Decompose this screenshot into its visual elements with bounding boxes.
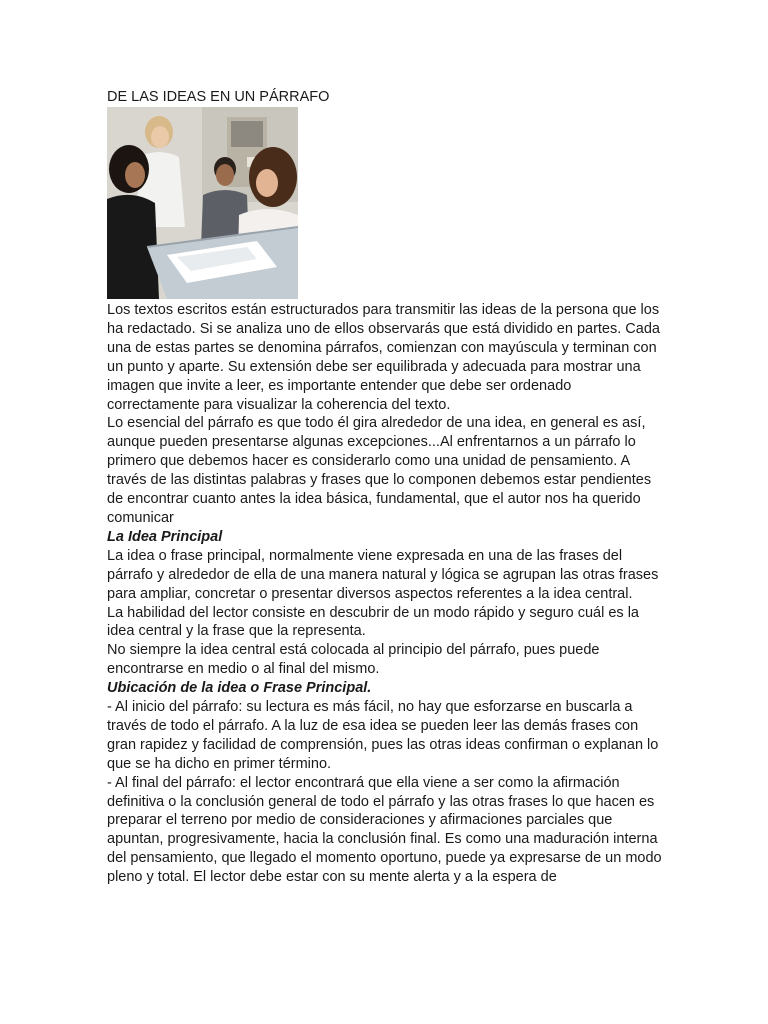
document-body (107, 301, 667, 887)
paragraph: La habilidad del lector consiste en descubrir de un modo rápido y seguro cuál es la idea central y la frase que la representa. (107, 604, 639, 640)
page-title: DE LAS IDEAS EN UN PÁRRAFO (107, 89, 330, 105)
paragraph: - Al inicio del párrafo: su lectura es más fácil, no hay que esforzarse en buscarla a través de todo el párrafo. A la luz de esa idea se pueden leer las demás frases con gran rapidez y facilidad de comprensión, pues las otras ideas confirman o explanan lo que se ha dicho en primer término. (107, 699, 659, 772)
paragraph: Lo esencial del párrafo es que todo él gira alrededor de una idea, en general es así, aunque pueden presentarse algunas excepciones...Al enfrentarnos a un párrafo lo primero que debemos hacer es considerarlo como una unidad de pensamiento. A través de las distintas palabras y frases que lo componen debemos estar pendientes de encontrar cuanto antes la idea básica, fundamental, que el autor nos ha querido comunicar (107, 415, 652, 526)
paragraph: No siempre la idea central está colocada al principio del párrafo, pues puede encontrarse en medio o al final del mismo. (107, 642, 600, 678)
paragraph: Los textos escritos están estructurados para transmitir las ideas de la persona que los ha redactado. Si se analiza uno de ellos observarás que está dividido en partes. Cada una de estas partes se denomina párrafos, comienzan con mayúscula y terminan con un punto y aparte. Su extensión debe ser equilibrada y adecuada para mostrar una imagen que invite a leer, es importante entender que debe ser ordenado correctamente para visualizar la coherencia del texto. (107, 302, 660, 413)
paragraph: La idea o frase principal, normalmente viene expresada en una de las frases del párrafo y alrededor de ella de una manera natural y lógica se agrupan las otras frases para ampliar, concretar o presentar diversos aspectos referentes a la idea central. (107, 547, 659, 602)
document-page (107, 88, 667, 887)
section-heading: La Idea Principal (107, 528, 223, 545)
section-heading: Ubicación de la idea o Frase Principal. (107, 680, 372, 697)
paragraph: - Al final del párrafo: el lector encontrará que ella viene a ser como la afirmación definitiva o la conclusión general de todo el párrafo y las otras frases lo que hacen es preparar el terreno por medio de consideraciones y afirmaciones parciales que apuntan, progresivamente, hacia la conclusión final. Es como una maduración interna del pensamiento, que llegado el momento oportuno, puede ya expresarse de un modo pleno y total. El lector debe estar con su mente alerta y a la espera de (107, 774, 662, 886)
students-classroom-photo (107, 107, 298, 299)
